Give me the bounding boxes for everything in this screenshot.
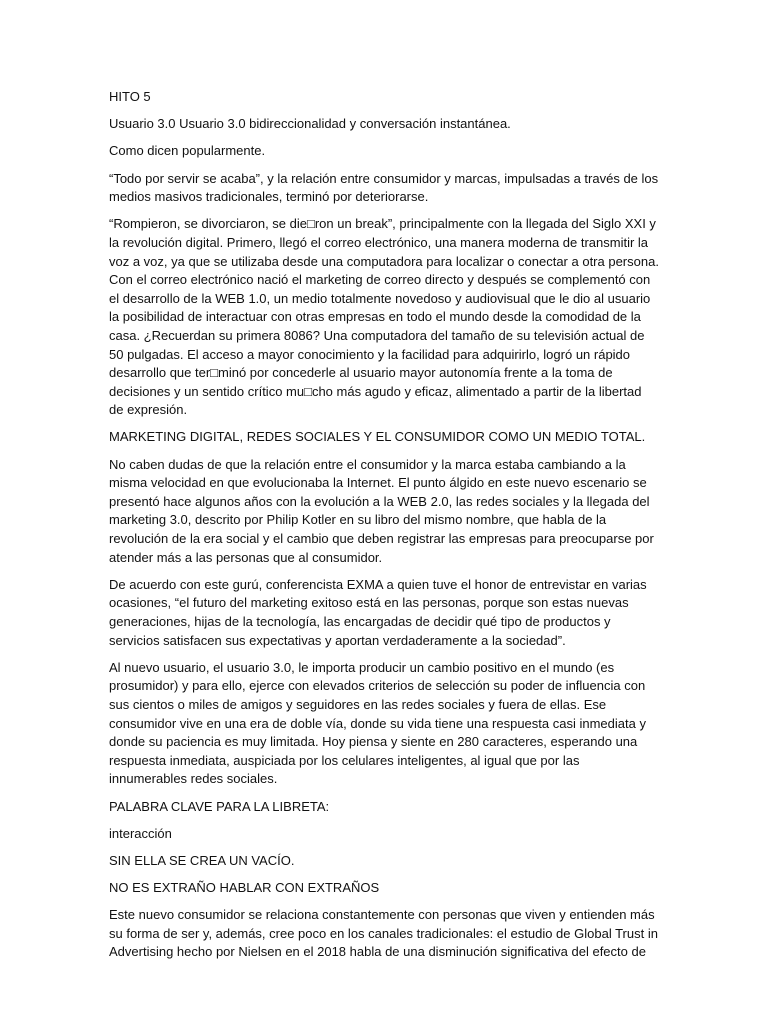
keyword-heading: PALABRA CLAVE PARA LA LIBRETA: (109, 798, 330, 814)
paragraph-quote: “Todo por servir se acaba”, y la relación entre consumidor y marcas, impulsadas a través de los medios masivos tradicionales, terminó por deteriorarse. (109, 170, 659, 205)
paragraph-nielsen: Este nuevo consumidor se relaciona constantemente con personas que viven y entienden más su forma de ser y, además, cree poco en los canales tradicionales: el estudio de Global Trust in Advertising hecho por Nielsen en el 2018 habla de una disminución significativa del efecto de (109, 907, 658, 960)
document-page (109, 88, 659, 971)
section-heading-extranos: NO ES EXTRAÑO HABLAR CON EXTRAÑOS (109, 880, 380, 896)
keyword-value: interacción (109, 825, 172, 841)
subtitle-usuario: Usuario 3.0 Usuario 3.0 bidireccionalidad y conversación instantánea. (109, 116, 511, 132)
paragraph-web20: No caben dudas de que la relación entre el consumidor y la marca estaba cambiando a la misma velocidad en que evolucionaba la Internet. El punto álgido en este nuevo escenario se presentó hace algunos años con la evolución a la WEB 2.0, las redes sociales y la llegada del marketing 3.0, descrito por Philip Kotler en su libro del mismo nombre, que habla de la revolución de la era social y el cambio que deben registrar las empresas para preocuparse por atender más a las personas que al consumidor. (109, 456, 654, 565)
paragraph-kotler: De acuerdo con este gurú, conferencista EXMA a quien tuve el honor de entrevistar en varias ocasiones, “el futuro del marketing exitoso está en las personas, porque son estas nuevas generaciones, hijas de la tecnología, las encargadas de decidir qué tipo de productos y servicios satisfacen sus expectativas y aportan verdaderamente a la sociedad”. (109, 576, 647, 648)
paragraph-intro: Como dicen popularmente. (109, 143, 266, 159)
paragraph-usuario30: Al nuevo usuario, el usuario 3.0, le importa producir un cambio positivo en el mundo (es prosumidor) y para ello, ejerce con elevados criterios de selección su poder de influencia con sus cientos o miles de amigos y seguidores en las redes sociales y fuera de ellas. Ese consumidor vive en una era de doble vía, donde su vida tiene una respuesta casi inmediata y donde su paciencia es muy limitada. Hoy piensa y siente en 280 caracteres, esperando una respuesta inmediata, auspiciada por los celulares inteligentes, al igual que por las innumerables redes sociales. (109, 659, 646, 787)
heading-hito: HITO 5 (109, 89, 151, 104)
keyword-note: SIN ELLA SE CREA UN VACÍO. (109, 852, 295, 868)
paragraph-history: “Rompieron, se divorciaron, se die□ron un break”, principalmente con la llegada del Siglo XXI y la revolución digital. Primero, llegó el correo electrónico, una manera moderna de transmitir la voz a voz, ya que se utilizaba desde una computadora para localizar o conectar a otra persona. Con el correo electrónico nació el marketing de correo directo y después se complementó con el desarrollo de la WEB 1.0, un medio totalmente novedoso y audiovisual que le dio al usuario la posibilidad de interactuar con otras empresas en todo el mundo desde la comodidad de la casa. ¿Recuerdan su primera 8086? Una computadora del tamaño de su televisión actual de 50 pulgadas. El acceso a mayor conocimiento y la facilidad para adquirirlo, logró un rápido desarrollo que ter□minó por concederle al usuario mayor autonomía frente a la toma de decisiones y un sentido crítico mu□cho más agudo y eficaz, alimentado a partir de la libertad de expresión. (109, 216, 659, 418)
section-heading-marketing: MARKETING DIGITAL, REDES SOCIALES Y EL CONSUMIDOR COMO UN MEDIO TOTAL. (109, 429, 646, 445)
